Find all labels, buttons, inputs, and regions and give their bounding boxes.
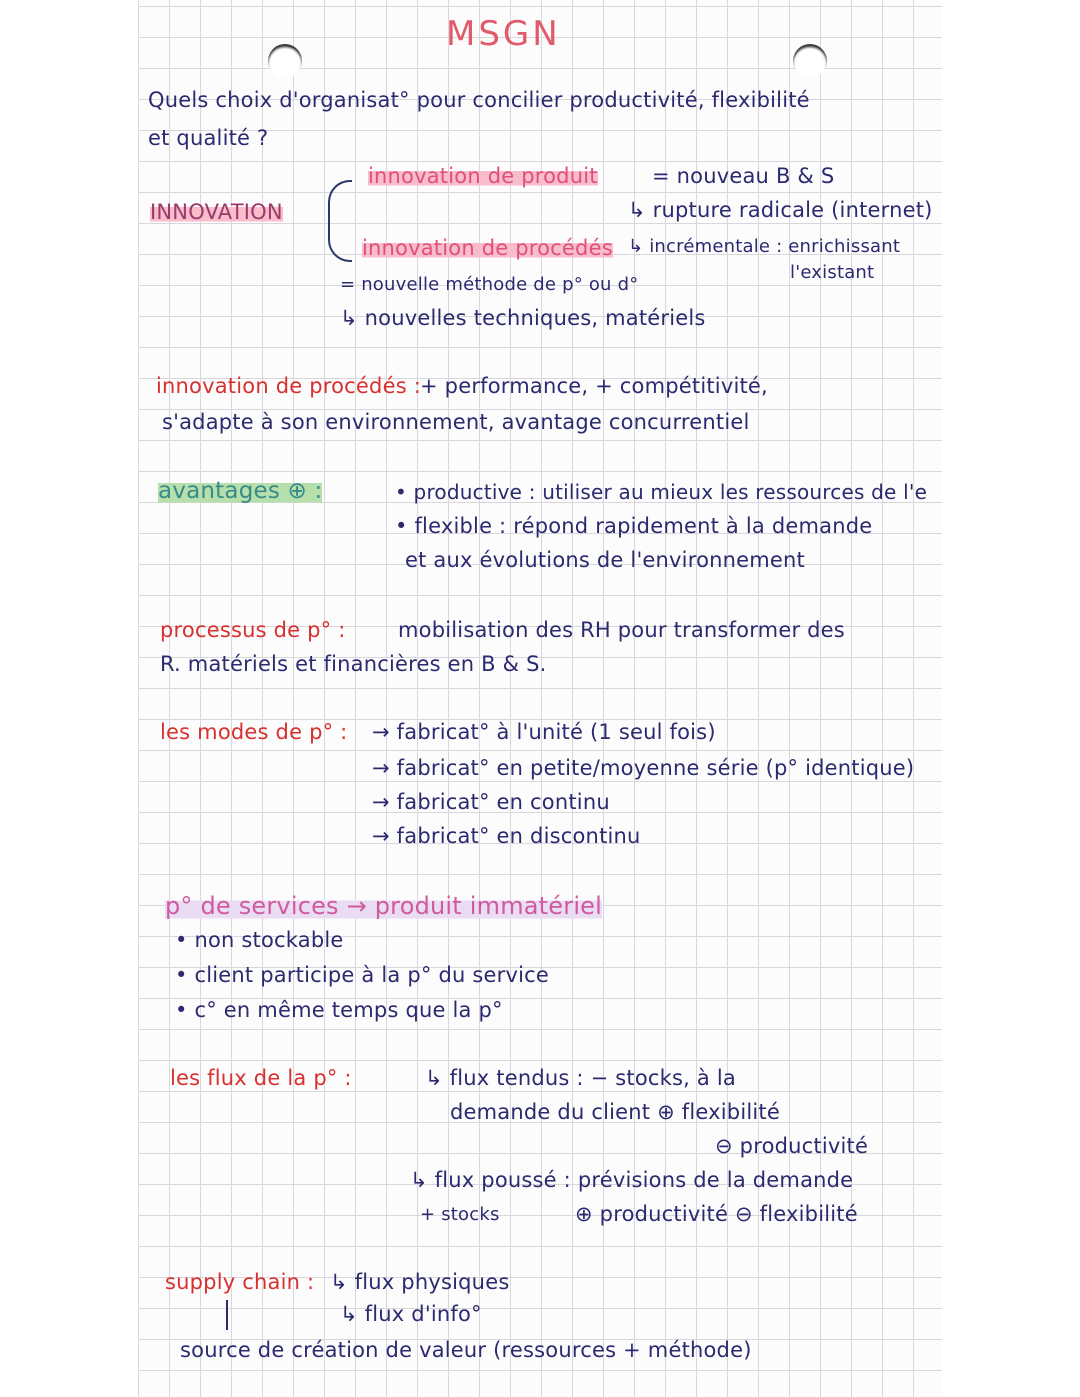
supply-flux-info: ↳ flux d'info°	[340, 1302, 482, 1326]
services-label: p° de services → produit immatériel	[165, 892, 603, 920]
incremental: ↳ incrémentale : enrichissant	[628, 236, 901, 257]
service-item: • c° en même temps que la p°	[175, 998, 503, 1022]
innovation-heading: INNOVATION	[150, 200, 283, 224]
punch-hole-left	[268, 44, 302, 78]
flux-tendus-3: ⊖ productivité	[715, 1134, 869, 1158]
service-item: • client participe à la p° du service	[175, 963, 549, 987]
mode-item: → fabricat° à l'unité (1 seul fois)	[372, 720, 716, 744]
modes-label: les modes de p° :	[160, 720, 348, 744]
process-innovation-text-1: + performance, + compétitivité,	[420, 374, 768, 398]
rupture-radicale: ↳ rupture radicale (internet)	[628, 198, 933, 222]
processus-text-1: mobilisation des RH pour transformer des	[398, 618, 845, 642]
question-line-1: Quels choix d'organisat° pour concilier productivité, flexibilité	[148, 88, 810, 112]
process-definition: = nouvelle méthode de p° ou d°	[340, 274, 639, 295]
innovation-product-definition: = nouveau B & S	[652, 164, 835, 188]
advantage-flexible-2: et aux évolutions de l'environnement	[405, 548, 805, 572]
brace-icon	[328, 180, 352, 262]
question-line-2: et qualité ?	[148, 126, 269, 150]
flux-tendus: ↳ flux tendus : − stocks, à la	[425, 1066, 736, 1090]
flux-pousse-stocks: + stocks	[420, 1204, 500, 1225]
connector-line	[226, 1300, 228, 1330]
flux-pousse-effects: ⊕ productivité ⊖ flexibilité	[575, 1202, 858, 1226]
supply-source: source de création de valeur (ressources + méthode)	[180, 1338, 752, 1362]
supply-chain-label: supply chain :	[165, 1270, 315, 1294]
incremental-continued: l'existant	[790, 262, 875, 283]
flux-tendus-2: demande du client ⊕ flexibilité	[450, 1100, 780, 1124]
innovation-product: innovation de produit	[368, 164, 598, 188]
supply-flux-physiques: ↳ flux physiques	[330, 1270, 510, 1294]
mode-item: → fabricat° en petite/moyenne série (p° identique)	[372, 756, 915, 780]
service-item: • non stockable	[175, 928, 344, 952]
punch-hole-right	[793, 44, 827, 78]
page-title: MSGN	[446, 14, 561, 54]
mode-item: → fabricat° en continu	[372, 790, 610, 814]
process-innovation-text-2: s'adapte à son environnement, avantage concurrentiel	[162, 410, 750, 434]
processus-text-2: R. matériels et financières en B & S.	[160, 652, 547, 676]
advantage-flexible: • flexible : répond rapidement à la demande	[395, 514, 873, 538]
flux-pousse: ↳ flux poussé : prévisions de la demande	[410, 1168, 854, 1192]
mode-item: → fabricat° en discontinu	[372, 824, 641, 848]
innovation-process: innovation de procédés	[362, 236, 613, 260]
processus-label: processus de p° :	[160, 618, 346, 642]
advantage-productive: • productive : utiliser au mieux les ressources de l'e	[395, 480, 928, 504]
advantages-label: avantages ⊕ :	[158, 478, 323, 504]
process-definition-2: ↳ nouvelles techniques, matériels	[340, 306, 706, 330]
process-innovation-label: innovation de procédés :	[156, 374, 421, 398]
flux-label: les flux de la p° :	[170, 1066, 352, 1090]
